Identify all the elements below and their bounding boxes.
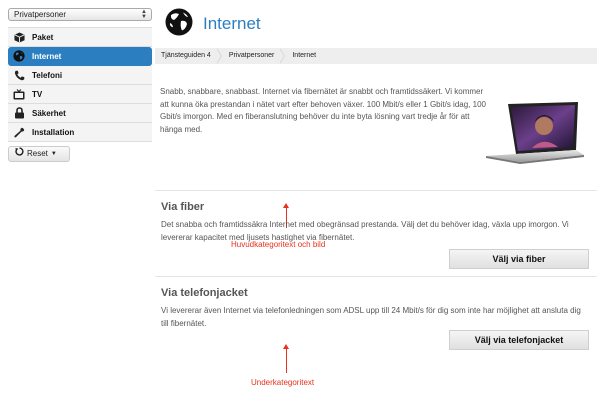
select-arrows-icon: ▲ ▼ [141,9,147,20]
sidebar-item-label: Internet [32,51,62,61]
breadcrumb-item[interactable]: Privatpersoner [223,48,281,64]
annotation-arrow [286,347,287,373]
tv-icon [13,88,25,100]
reset-label: Reset [27,149,48,158]
sidebar-item-telefoni[interactable] [8,66,152,85]
page-title: Internet [203,14,261,33]
globe-icon [165,8,193,41]
segment-select-value: Privatpersoner [14,10,67,19]
lock-icon [13,107,25,119]
sidebar-item-label: TV [32,89,43,99]
main-content [155,0,597,387]
section-text: Det snabba och framtidssäkra Internet med obegränsad prestanda. Välj det du behöver idag, växla upp imorgon. Vi levererar kapacitet med ljusets hastighet via fibernätet. [161,220,569,242]
wrench-icon [13,126,25,138]
annotation-label: Huvudkategoritext och bild [231,240,326,249]
sidebar-nav [8,27,152,142]
caret-down-icon: ▼ [50,151,57,157]
sidebar-item-internet[interactable] [8,47,152,66]
sidebar-item-label: Paket [32,32,54,42]
reset-icon [15,147,24,161]
sidebar-item-tv[interactable] [8,85,152,104]
section-via-fiber [155,190,597,276]
reset-button[interactable] [8,146,70,162]
segment-select[interactable] [8,8,152,21]
phone-icon [13,69,25,81]
choose-telefonjacket-button[interactable]: Välj via telefonjacket [449,330,589,350]
sidebar-item-label: Installation [32,127,75,137]
sidebar-item-sakerhet[interactable] [8,104,152,123]
sidebar-item-installation[interactable] [8,123,152,142]
choose-fiber-button[interactable]: Välj via fiber [449,249,589,269]
globe-icon [13,50,25,62]
sidebar-item-paket[interactable] [8,28,152,47]
section-via-telefonjacket [155,276,597,408]
intro-text: Snabb, snabbare, snabbast. Internet via fibernätet är snabbt och framtidssäkert. Vi kommer att kunna öka prestandan i nätet vart efter behoven växer. 100 Mbit/s eller 1 Gbit/s idag, 100 Gbit/s imorgon. Med en fiberanslutning behöver du inte byta lösning vart tredje år för att hänga med. [160,87,486,134]
cube-icon [13,31,25,43]
section-text: Vi levererar även Internet via telefonledningen som ADSL upp till 24 Mbit/s för dig som inte har möjlighet att ansluta dig till fibernätet. [161,306,581,328]
section-title: Via fiber [161,201,205,213]
breadcrumb [155,48,597,64]
page-header [155,0,597,48]
section-title: Via telefonjacket [161,287,248,299]
breadcrumb-item[interactable]: Internet [292,52,317,59]
sidebar-item-label: Telefoni [32,70,63,80]
sidebar [8,8,152,162]
annotation-label: Underkategoritext [251,378,315,387]
breadcrumb-item[interactable]: Tjänsteguiden 4 [155,48,217,64]
sidebar-item-label: Säkerhet [32,108,66,118]
laptop-image [480,100,590,166]
